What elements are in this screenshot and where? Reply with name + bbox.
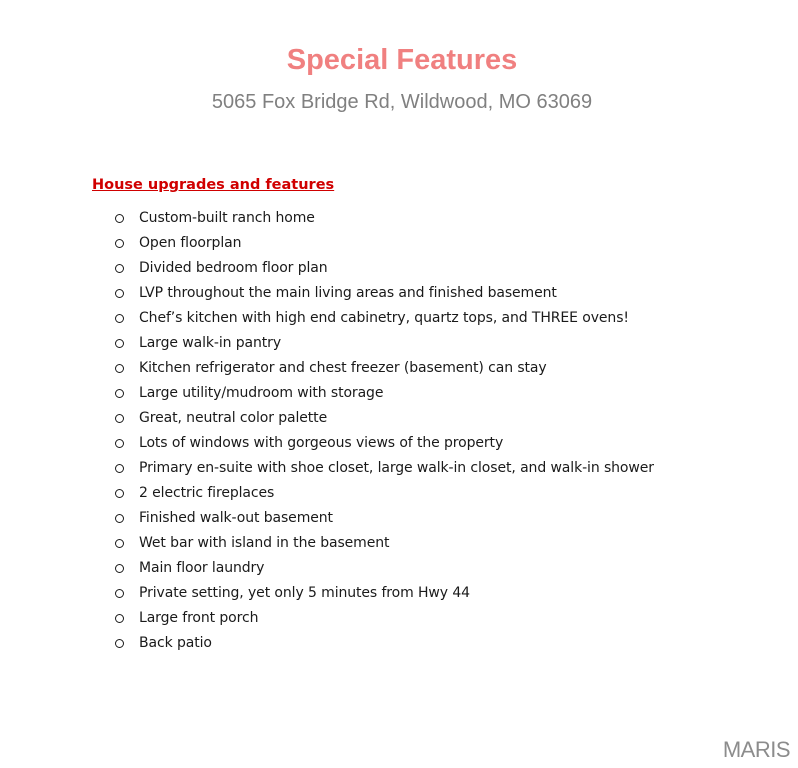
watermark: MARIS	[722, 737, 790, 762]
feature-text: Open floorplan	[139, 235, 242, 251]
feature-text: Custom-built ranch home	[139, 210, 315, 226]
hollow-circle-bullet-icon	[115, 489, 124, 498]
hollow-circle-bullet-icon	[115, 264, 124, 273]
hollow-circle-bullet-icon	[115, 289, 124, 298]
feature-text: Kitchen refrigerator and chest freezer (basement) can stay	[139, 360, 547, 376]
feature-text: Great, neutral color palette	[139, 410, 328, 426]
hollow-circle-bullet-icon	[115, 614, 124, 623]
feature-text: Large front porch	[139, 610, 259, 626]
hollow-circle-bullet-icon	[115, 364, 124, 373]
hollow-circle-bullet-icon	[115, 389, 124, 398]
hollow-circle-bullet-icon	[115, 339, 124, 348]
hollow-circle-bullet-icon	[115, 214, 124, 223]
feature-text: LVP throughout the main living areas and finished basement	[139, 285, 557, 301]
section-heading: House upgrades and features	[92, 177, 335, 193]
page-title: Special Features	[286, 44, 518, 76]
feature-text: Primary en-suite with shoe closet, large walk-in closet, and walk-in shower	[139, 460, 654, 476]
hollow-circle-bullet-icon	[115, 589, 124, 598]
feature-text: Divided bedroom floor plan	[139, 260, 328, 276]
feature-text: Private setting, yet only 5 minutes from Hwy 44	[139, 585, 470, 601]
hollow-circle-bullet-icon	[115, 539, 124, 548]
feature-text: Lots of windows with gorgeous views of the property	[139, 435, 504, 451]
hollow-circle-bullet-icon	[115, 464, 124, 473]
feature-text: Back patio	[139, 635, 212, 651]
feature-text: 2 electric fireplaces	[139, 485, 275, 501]
hollow-circle-bullet-icon	[115, 314, 124, 323]
hollow-circle-bullet-icon	[115, 514, 124, 523]
hollow-circle-bullet-icon	[115, 414, 124, 423]
hollow-circle-bullet-icon	[115, 639, 124, 648]
hollow-circle-bullet-icon	[115, 564, 124, 573]
feature-text: Finished walk-out basement	[139, 510, 333, 526]
feature-text: Chef’s kitchen with high end cabinetry, quartz tops, and THREE ovens!	[139, 310, 629, 326]
hollow-circle-bullet-icon	[115, 239, 124, 248]
feature-text: Wet bar with island in the basement	[139, 535, 390, 551]
hollow-circle-bullet-icon	[115, 439, 124, 448]
feature-text: Large walk-in pantry	[139, 335, 281, 351]
feature-text: Main floor laundry	[139, 560, 265, 576]
property-address: 5065 Fox Bridge Rd, Wildwood, MO 63069	[211, 91, 593, 113]
feature-text: Large utility/mudroom with storage	[139, 385, 384, 401]
